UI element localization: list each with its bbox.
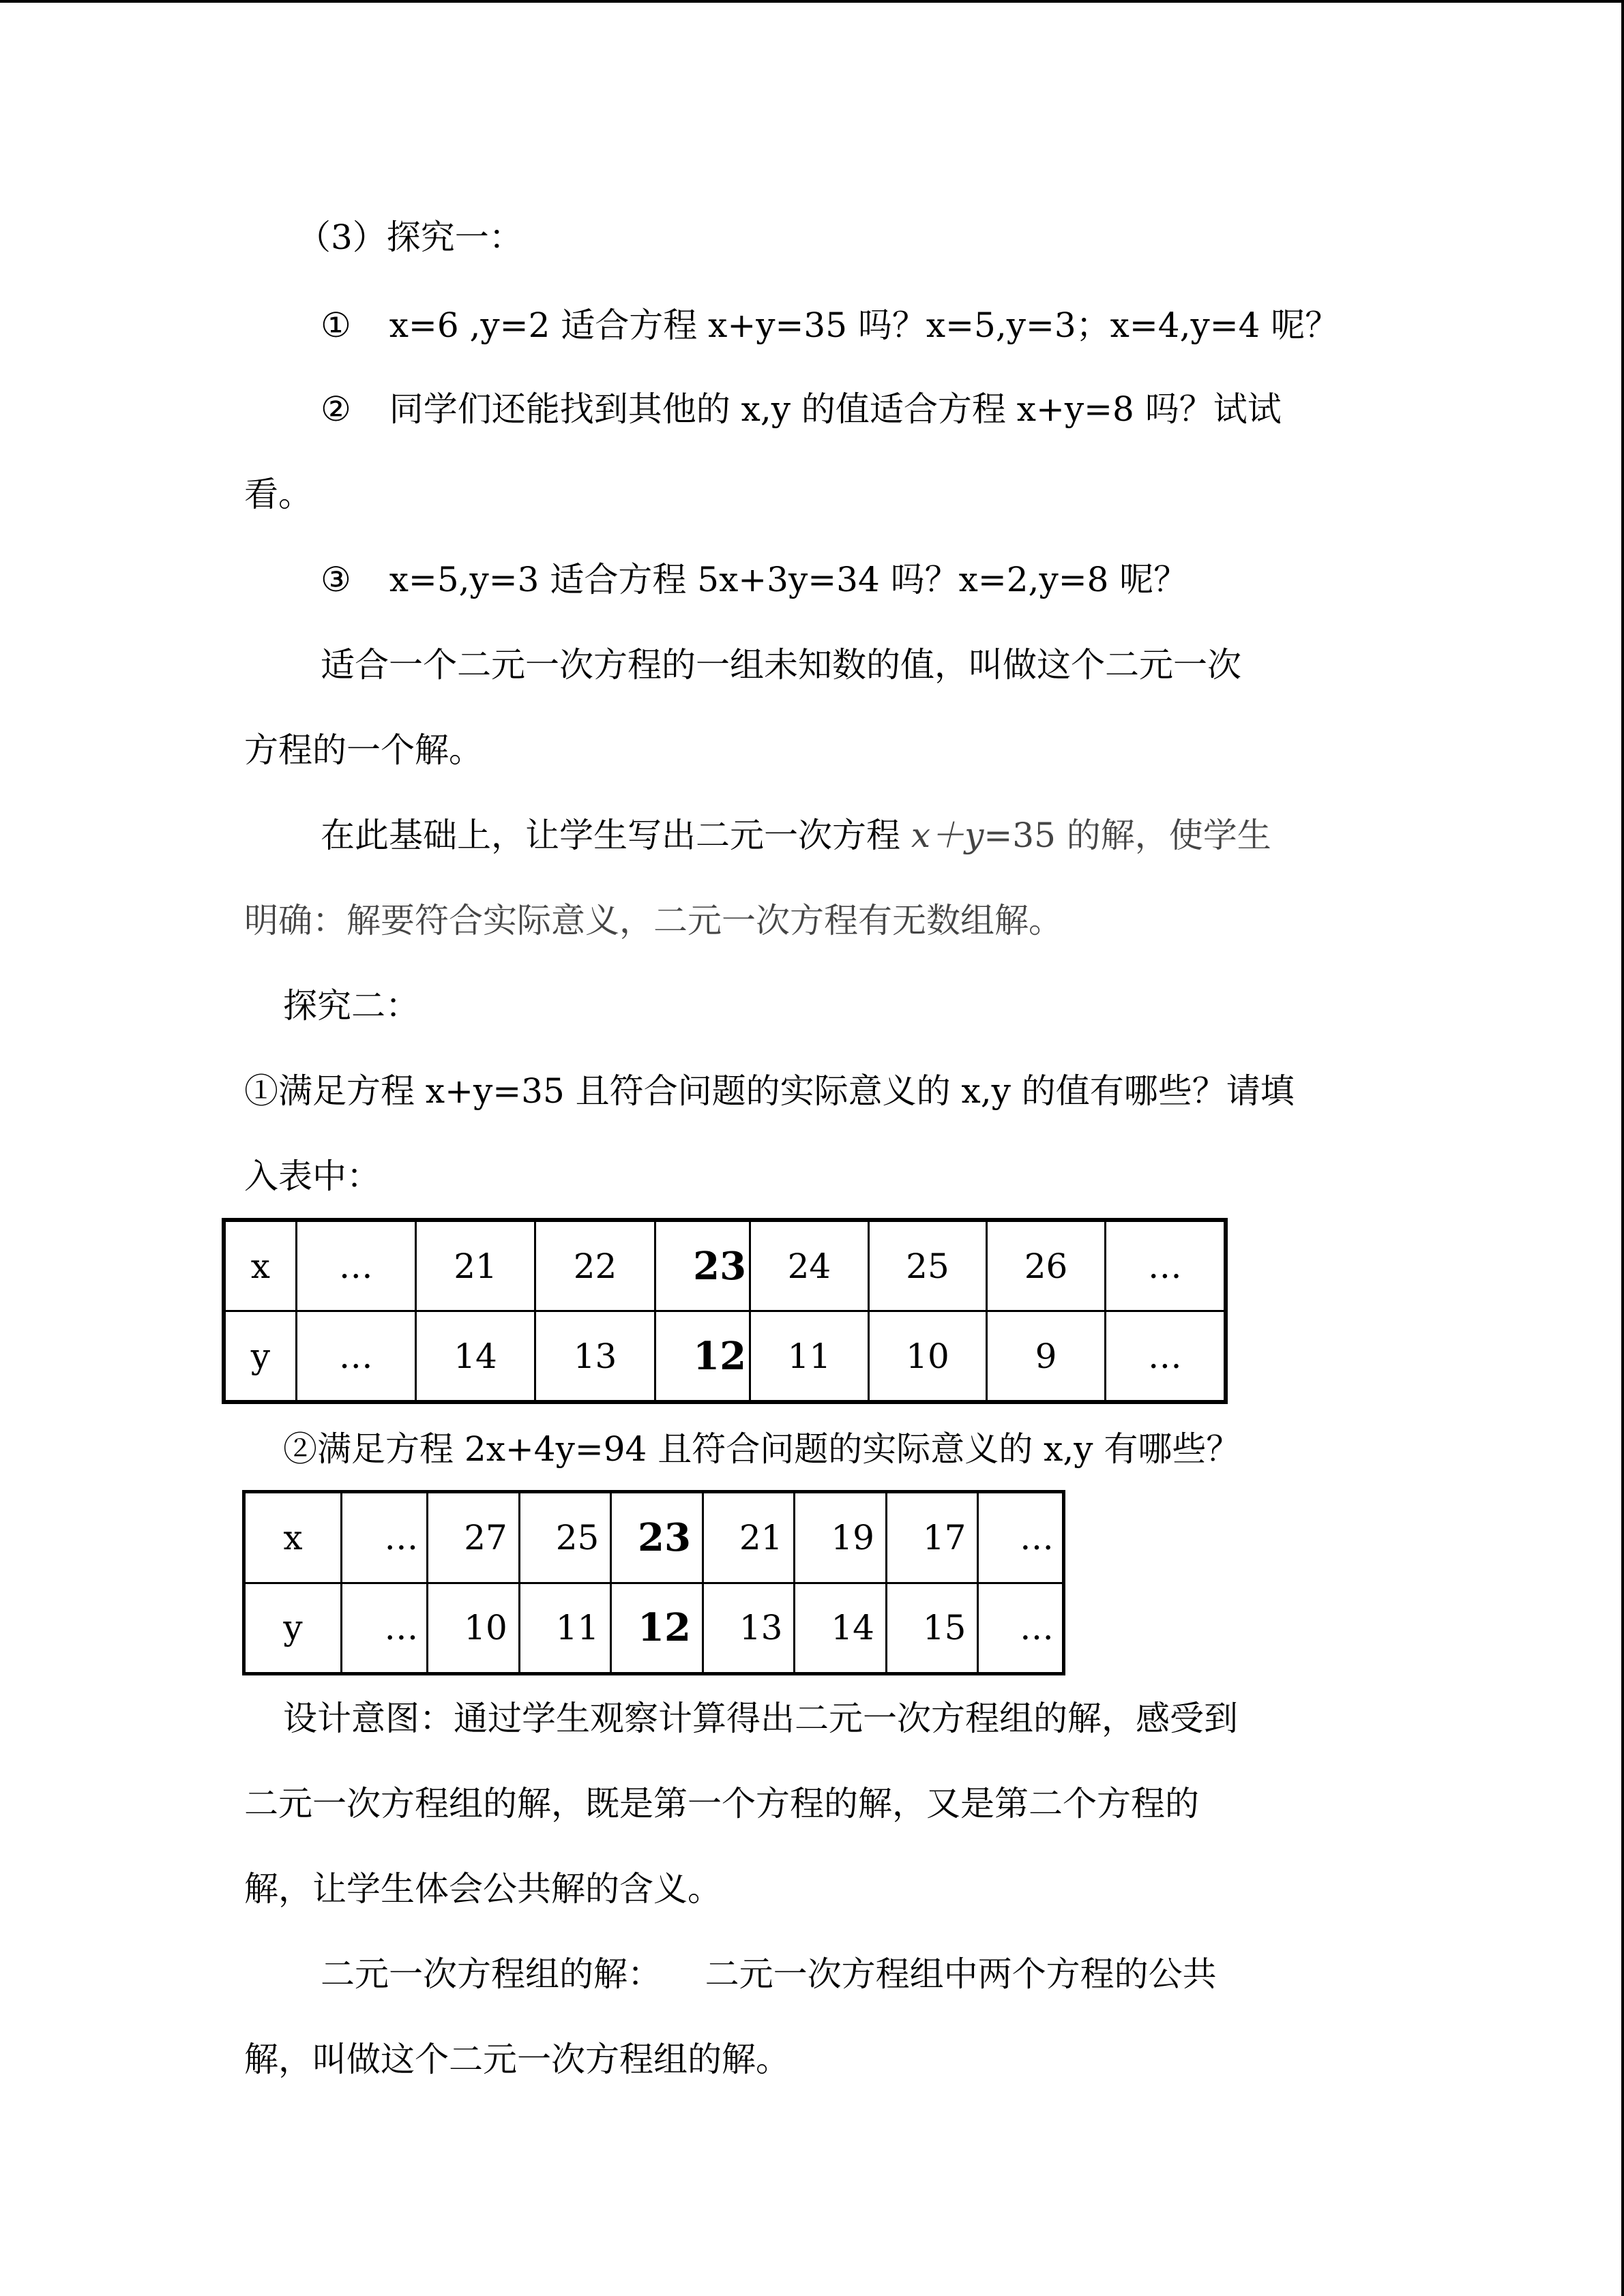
system-solution-definition-1: 二元一次方程组的解： 二元一次方程组中两个方程的公共 xyxy=(321,1954,1217,1994)
table-cell: 11 xyxy=(750,1311,869,1403)
section-heading-2: 探究二： xyxy=(283,986,419,1026)
table-cell: … xyxy=(978,1492,1064,1583)
table-cell: 25 xyxy=(519,1492,611,1583)
table-cell: 14 xyxy=(795,1583,887,1674)
table-cell: 17 xyxy=(886,1492,978,1583)
instruction-line-2: 明确：解要符合实际意义，二元一次方程有无数组解。 xyxy=(244,901,1063,940)
question-3 xyxy=(321,559,1187,600)
question-1-number: ① xyxy=(321,305,351,345)
table-cell: … xyxy=(296,1220,415,1311)
question-2-text: 同学们还能找到其他的 x,y 的值适合方程 x+y=8 吗？试试 xyxy=(389,389,1282,429)
table-cell: 25 xyxy=(868,1220,987,1311)
table-cell: 21 xyxy=(415,1220,535,1311)
instruction-text-a: 在此基础上，让学生写出二元一次方程 xyxy=(321,816,911,855)
instruction-line-1 xyxy=(321,815,1271,856)
question-1 xyxy=(321,305,1339,346)
equation-math: x＋y xyxy=(911,816,984,855)
table-header-y: y xyxy=(244,1583,342,1674)
table-cell: … xyxy=(1105,1311,1226,1403)
table-row xyxy=(244,1583,1064,1674)
table-cell: 19 xyxy=(795,1492,887,1583)
solutions-table-1 xyxy=(222,1218,1228,1404)
table-header-y: y xyxy=(224,1311,296,1403)
table-cell: 27 xyxy=(428,1492,520,1583)
solutions-table-2 xyxy=(242,1490,1065,1675)
table-cell: 22 xyxy=(535,1220,655,1311)
table-cell: 10 xyxy=(868,1311,987,1403)
question-2-cont: 看。 xyxy=(244,475,312,514)
question-4: ①满足方程 x+y=35 且符合问题的实际意义的 x,y 的值有哪些？请填 xyxy=(244,1071,1295,1111)
definition-line-1: 适合一个二元一次方程的一组未知数的值，叫做这个二元一次 xyxy=(321,645,1241,685)
table-row xyxy=(224,1311,1226,1403)
table-cell: 21 xyxy=(703,1492,795,1583)
question-2 xyxy=(321,389,1282,430)
table-cell: 14 xyxy=(415,1311,535,1403)
table-cell: 23 xyxy=(655,1220,750,1311)
table-row xyxy=(224,1220,1226,1311)
table-row xyxy=(244,1492,1064,1583)
top-border xyxy=(0,0,1624,3)
table-cell: 26 xyxy=(987,1220,1106,1311)
question-2-number: ② xyxy=(321,389,351,429)
right-border xyxy=(1621,0,1624,2296)
question-4-cont: 入表中： xyxy=(244,1157,381,1196)
question-3-number: ③ xyxy=(321,560,351,599)
table-cell: 13 xyxy=(535,1311,655,1403)
question-5: ②满足方程 2x+4y=94 且符合问题的实际意义的 x,y 有哪些？ xyxy=(283,1429,1241,1469)
table-cell: 12 xyxy=(655,1311,750,1403)
table-cell: … xyxy=(341,1583,427,1674)
table-cell: 13 xyxy=(703,1583,795,1674)
table-cell: … xyxy=(978,1583,1064,1674)
definition-line-2: 方程的一个解。 xyxy=(244,730,483,770)
design-intent-line-2: 二元一次方程组的解，既是第一个方程的解，又是第二个方程的 xyxy=(244,1784,1199,1823)
design-intent-line-3: 解，让学生体会公共解的含义。 xyxy=(244,1869,722,1909)
table-cell: 23 xyxy=(611,1492,703,1583)
table-cell: … xyxy=(341,1492,427,1583)
instruction-text-b: =35 的解，使学生 xyxy=(984,816,1271,855)
question-3-text: x=5,y=3 适合方程 5x+3y=34 吗？x=2,y=8 呢？ xyxy=(389,560,1188,599)
table-cell: 15 xyxy=(886,1583,978,1674)
system-solution-definition-2: 解，叫做这个二元一次方程组的解。 xyxy=(244,2040,790,2079)
question-1-text: x=6 ,y=2 适合方程 x+y=35 吗？x=5,y=3；x=4,y=4 呢？ xyxy=(389,305,1340,345)
table-header-x: x xyxy=(224,1220,296,1311)
table-cell: … xyxy=(1105,1220,1226,1311)
table-cell: 11 xyxy=(519,1583,611,1674)
table-cell: 24 xyxy=(750,1220,869,1311)
section-heading: （3）探究一： xyxy=(297,218,523,257)
table-cell: 12 xyxy=(611,1583,703,1674)
table-header-x: x xyxy=(244,1492,342,1583)
table-cell: … xyxy=(296,1311,415,1403)
design-intent-line-1: 设计意图：通过学生观察计算得出二元一次方程组的解，感受到 xyxy=(283,1699,1238,1738)
table-cell: 9 xyxy=(987,1311,1106,1403)
table-cell: 10 xyxy=(428,1583,520,1674)
